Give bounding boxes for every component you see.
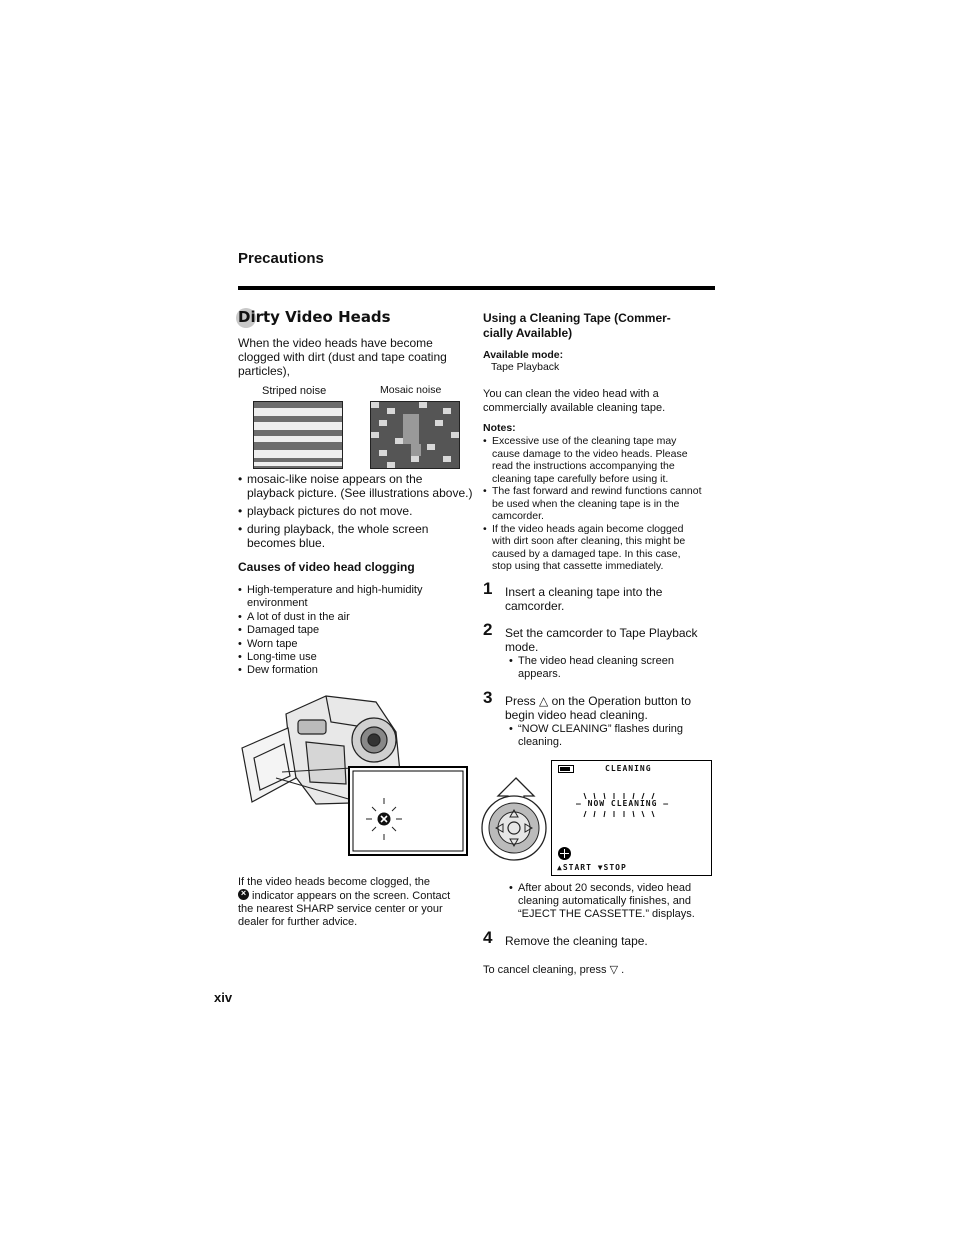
joystick-icon — [558, 847, 571, 860]
clogged-indicator-icon: × — [238, 889, 249, 900]
page-number: xiv — [214, 990, 233, 1005]
step-text: Press △ on the Operation button to begin video head cleaning. — [505, 694, 692, 722]
intro-line: When the video heads have become — [238, 336, 433, 350]
list-item: • The fast forward and rewind functions cannot be used when the cleaning tape is in the camcorder. — [483, 485, 715, 523]
operation-button-illustration — [480, 776, 552, 862]
step-sub-list — [509, 655, 709, 681]
step-text: Remove the cleaning tape. — [505, 934, 648, 948]
list-item: • If the video heads again become clogged with dirt soon after cleaning, this might be caused by a damaged tape. In this case, stop using that cassette immediately. — [483, 523, 715, 573]
after-note-list — [509, 882, 714, 921]
list-item: • playback pictures do not move. — [238, 504, 478, 518]
causes-heading: Causes of video head clogging — [238, 560, 415, 574]
striped-noise-image — [253, 401, 343, 469]
section-title — [238, 308, 391, 326]
mosaic-noise-image — [370, 401, 460, 469]
step-sub-list — [509, 723, 709, 749]
list-item: • A lot of dust in the air — [238, 611, 478, 624]
header-rule — [238, 286, 715, 290]
page-header-title: Precautions — [238, 250, 324, 267]
camcorder-illustration — [236, 692, 472, 858]
intro-line: particles), — [238, 364, 291, 378]
step-text: Insert a cleaning tape into the camcorder. — [505, 585, 663, 613]
list-item: • Worn tape — [238, 638, 478, 651]
cleaning-tape-heading: Using a Cleaning Tape (Commer- cially Available) — [483, 311, 671, 340]
causes-list — [238, 584, 478, 678]
list-item: • Damaged tape — [238, 624, 478, 637]
available-mode-label: Available mode: — [483, 349, 564, 361]
section-title-text: Dirty Video Heads — [238, 308, 391, 326]
list-item: • “NOW CLEANING” flashes during cleaning. — [509, 723, 709, 749]
list-item: • Dew formation — [238, 664, 478, 677]
step-text: Set the camcorder to Tape Playback mode. — [505, 626, 698, 654]
symptom-list — [238, 472, 478, 550]
list-item: • After about 20 seconds, video head cleaning automatically finishes, and “EJECT THE CASSETTE.” displays. — [509, 882, 714, 921]
striped-noise-label: Striped noise — [262, 385, 327, 397]
clogged-advice: If the video heads become clogged, the × indicator appears on the screen. Contact the nearest SHARP service center or your dealer for further advice. — [238, 876, 451, 928]
intro-paragraph — [238, 336, 478, 378]
cancel-note: To cancel cleaning, press ▽ . — [483, 964, 625, 976]
list-item: • Long-time use — [238, 651, 478, 664]
cleaning-screen — [551, 760, 712, 876]
step-number: 1 — [483, 579, 493, 598]
step-number: 4 — [483, 928, 493, 947]
now-cleaning-text: — NOW CLEANING — — [576, 799, 670, 808]
mosaic-noise-label: Mosaic noise — [380, 384, 442, 396]
cleaning-intro: You can clean the video head with a commercially available cleaning tape. — [483, 388, 666, 414]
list-item: • Excessive use of the cleaning tape may cause damage to the video heads. Please read the instructions accompanying the cleaning tape carefully before using it. — [483, 435, 715, 485]
list-item: • mosaic-like noise appears on the playback picture. (See illustrations above.) — [238, 472, 478, 500]
step-number: 3 — [483, 688, 493, 707]
battery-icon — [558, 765, 574, 773]
screen-controls: ▲START ▼STOP — [557, 863, 627, 872]
list-item: • High-temperature and high-humidity environment — [238, 584, 478, 611]
list-item: • The video head cleaning screen appears. — [509, 655, 709, 681]
list-item: • during playback, the whole screen becomes blue. — [238, 522, 478, 550]
notes-label: Notes: — [483, 422, 516, 434]
step-number: 2 — [483, 620, 493, 639]
intro-line: clogged with dirt (dust and tape coating — [238, 350, 447, 364]
available-mode-value: Tape Playback — [491, 361, 560, 373]
screen-title: CLEANING — [605, 764, 652, 773]
notes-list — [483, 435, 715, 573]
